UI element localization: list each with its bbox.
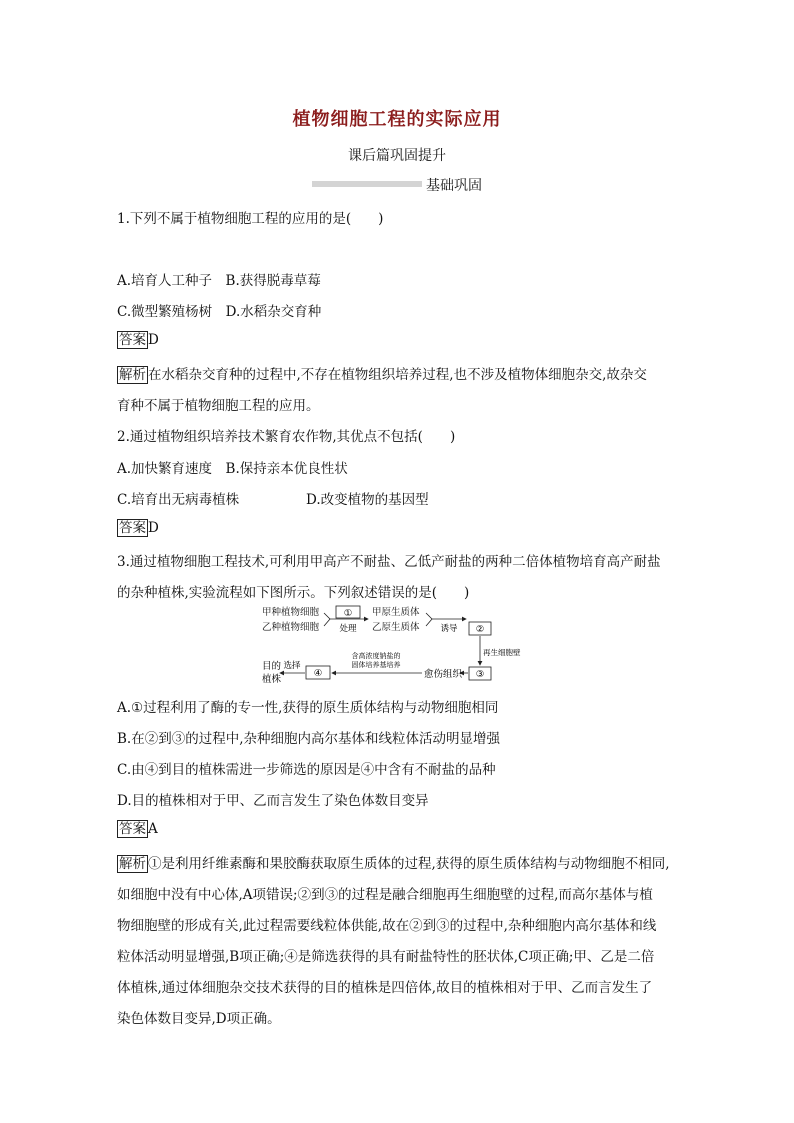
analysis-label: 解析 [119,367,146,383]
diagram-proto-b: 乙原生质体 [372,622,420,633]
q3-analysis-line1: ①是利用纤维素酶和果胶酶获取原生质体的过程,获得的原生质体结构与动物细胞不相同, [148,856,670,872]
diagram-induce: 诱导 [440,624,458,634]
q3-analysis-line3: 物细胞壁的形成有关,此过程需要线粒体供能,故在②到③的过程中,杂种细胞内高尔基体和线 [117,918,657,934]
q1-stem: 1.下列不属于植物细胞工程的应用的是( ) [117,211,384,227]
answer-label: 答案 [119,520,146,536]
q3-answer-row [117,820,158,838]
q2-stem: 2.通过植物组织培养技术繁育农作物,其优点不包括( ) [117,429,456,445]
q2-option-d: D.改变植物的基因型 [306,492,429,508]
section-heading: 基础巩固 [426,178,482,194]
diagram-target-2: 植株 [262,674,282,685]
diagram-process: 处理 [339,624,357,634]
flow-diagram [250,603,521,685]
merge-bracket-2 [426,613,432,626]
q1-analysis-line1: 在水稻杂交育种的过程中,不存在植物组织培养过程,也不涉及植物体细胞杂交,故杂交 [148,367,647,383]
q2-option-c: C.培育出无病毒植株 [117,492,240,508]
diagram-proto-a: 甲原生质体 [372,607,420,618]
q3-option-a: A.①过程利用了酶的专一性,获得的原生质体结构与动物细胞相同 [117,700,499,716]
q3-analysis-line6: 染色体数目变异,D项正确。 [117,1011,281,1027]
q1-analysis-row [117,363,647,384]
diagram-regen: 再生细胞壁 [483,648,521,657]
q2-options-ab: A.加快繁育速度 B.保持亲本优良性状 [117,461,348,477]
diagram-target-1: 目的 [262,661,282,672]
box-4-label: ④ [313,668,323,679]
box-3-label: ③ [475,669,485,680]
page-subtitle: 课后篇巩固提升 [348,148,446,164]
q3-analysis-line4: 粒体活动明显增强,B项正确;④是筛选获得的具有耐盐特性的胚状体,C项正确;甲、乙是二倍 [117,949,655,965]
merge-bracket-1 [324,613,330,626]
page-title: 植物细胞工程的实际应用 [292,109,502,130]
diagram-select: 选择 [283,661,301,671]
q3-option-d: D.目的植株相对于甲、乙而言发生了染色体数目变异 [117,793,429,809]
q1-analysis-line2: 育种不属于植物细胞工程的应用。 [117,398,320,414]
q3-analysis-line2: 如细胞中没有中心体,A项错误;②到③的过程是融合细胞再生细胞壁的过程,而高尔基体与植 [117,887,653,903]
q3-option-c: C.由④到目的植株需进一步筛选的原因是④中含有不耐盐的品种 [117,762,496,778]
box-2-label: ② [475,624,485,635]
q3-analysis-line5: 体植株,通过体细胞杂交技术获得的目的植株是四倍体,故目的植株相对于甲、乙而言发生了 [117,980,653,996]
q1-answer-row [117,331,159,349]
q3-stem-line2: 的杂种植株,实验流程如下图所示。下列叙述错误的是( ) [117,585,470,601]
diagram-medium-1: 含高浓度钠盐的 [351,652,401,660]
diagram-callus: 愈伤组织 [424,669,463,680]
q2-answer: D [148,520,159,536]
q3-analysis-row [117,852,670,873]
q3-stem-line1: 3.通过植物细胞工程技术,可利用甲高产不耐盐、乙低产耐盐的两种二倍体植物培育高产耐盐 [117,554,661,570]
diagram-medium-2: 固体培养基培养 [351,661,401,669]
q3-answer: A [148,821,158,837]
diagram-cell-a: 甲种植物细胞 [262,607,320,618]
analysis-label: 解析 [119,856,146,872]
q1-answer: D [148,332,159,348]
answer-label: 答案 [119,332,146,348]
q1-options-ab: A.培育人工种子 B.获得脱毒草莓 [117,273,321,289]
diagram-cell-b: 乙种植物细胞 [262,622,320,633]
q3-option-b: B.在②到③的过程中,杂种细胞内高尔基体和线粒体活动明显增强 [117,731,501,747]
q2-answer-row [117,519,159,537]
answer-label: 答案 [119,821,146,837]
q1-options-cd: C.微型繁殖杨树 D.水稻杂交育种 [117,304,322,320]
section-bar [312,181,422,187]
box-1-label: ① [343,608,353,619]
